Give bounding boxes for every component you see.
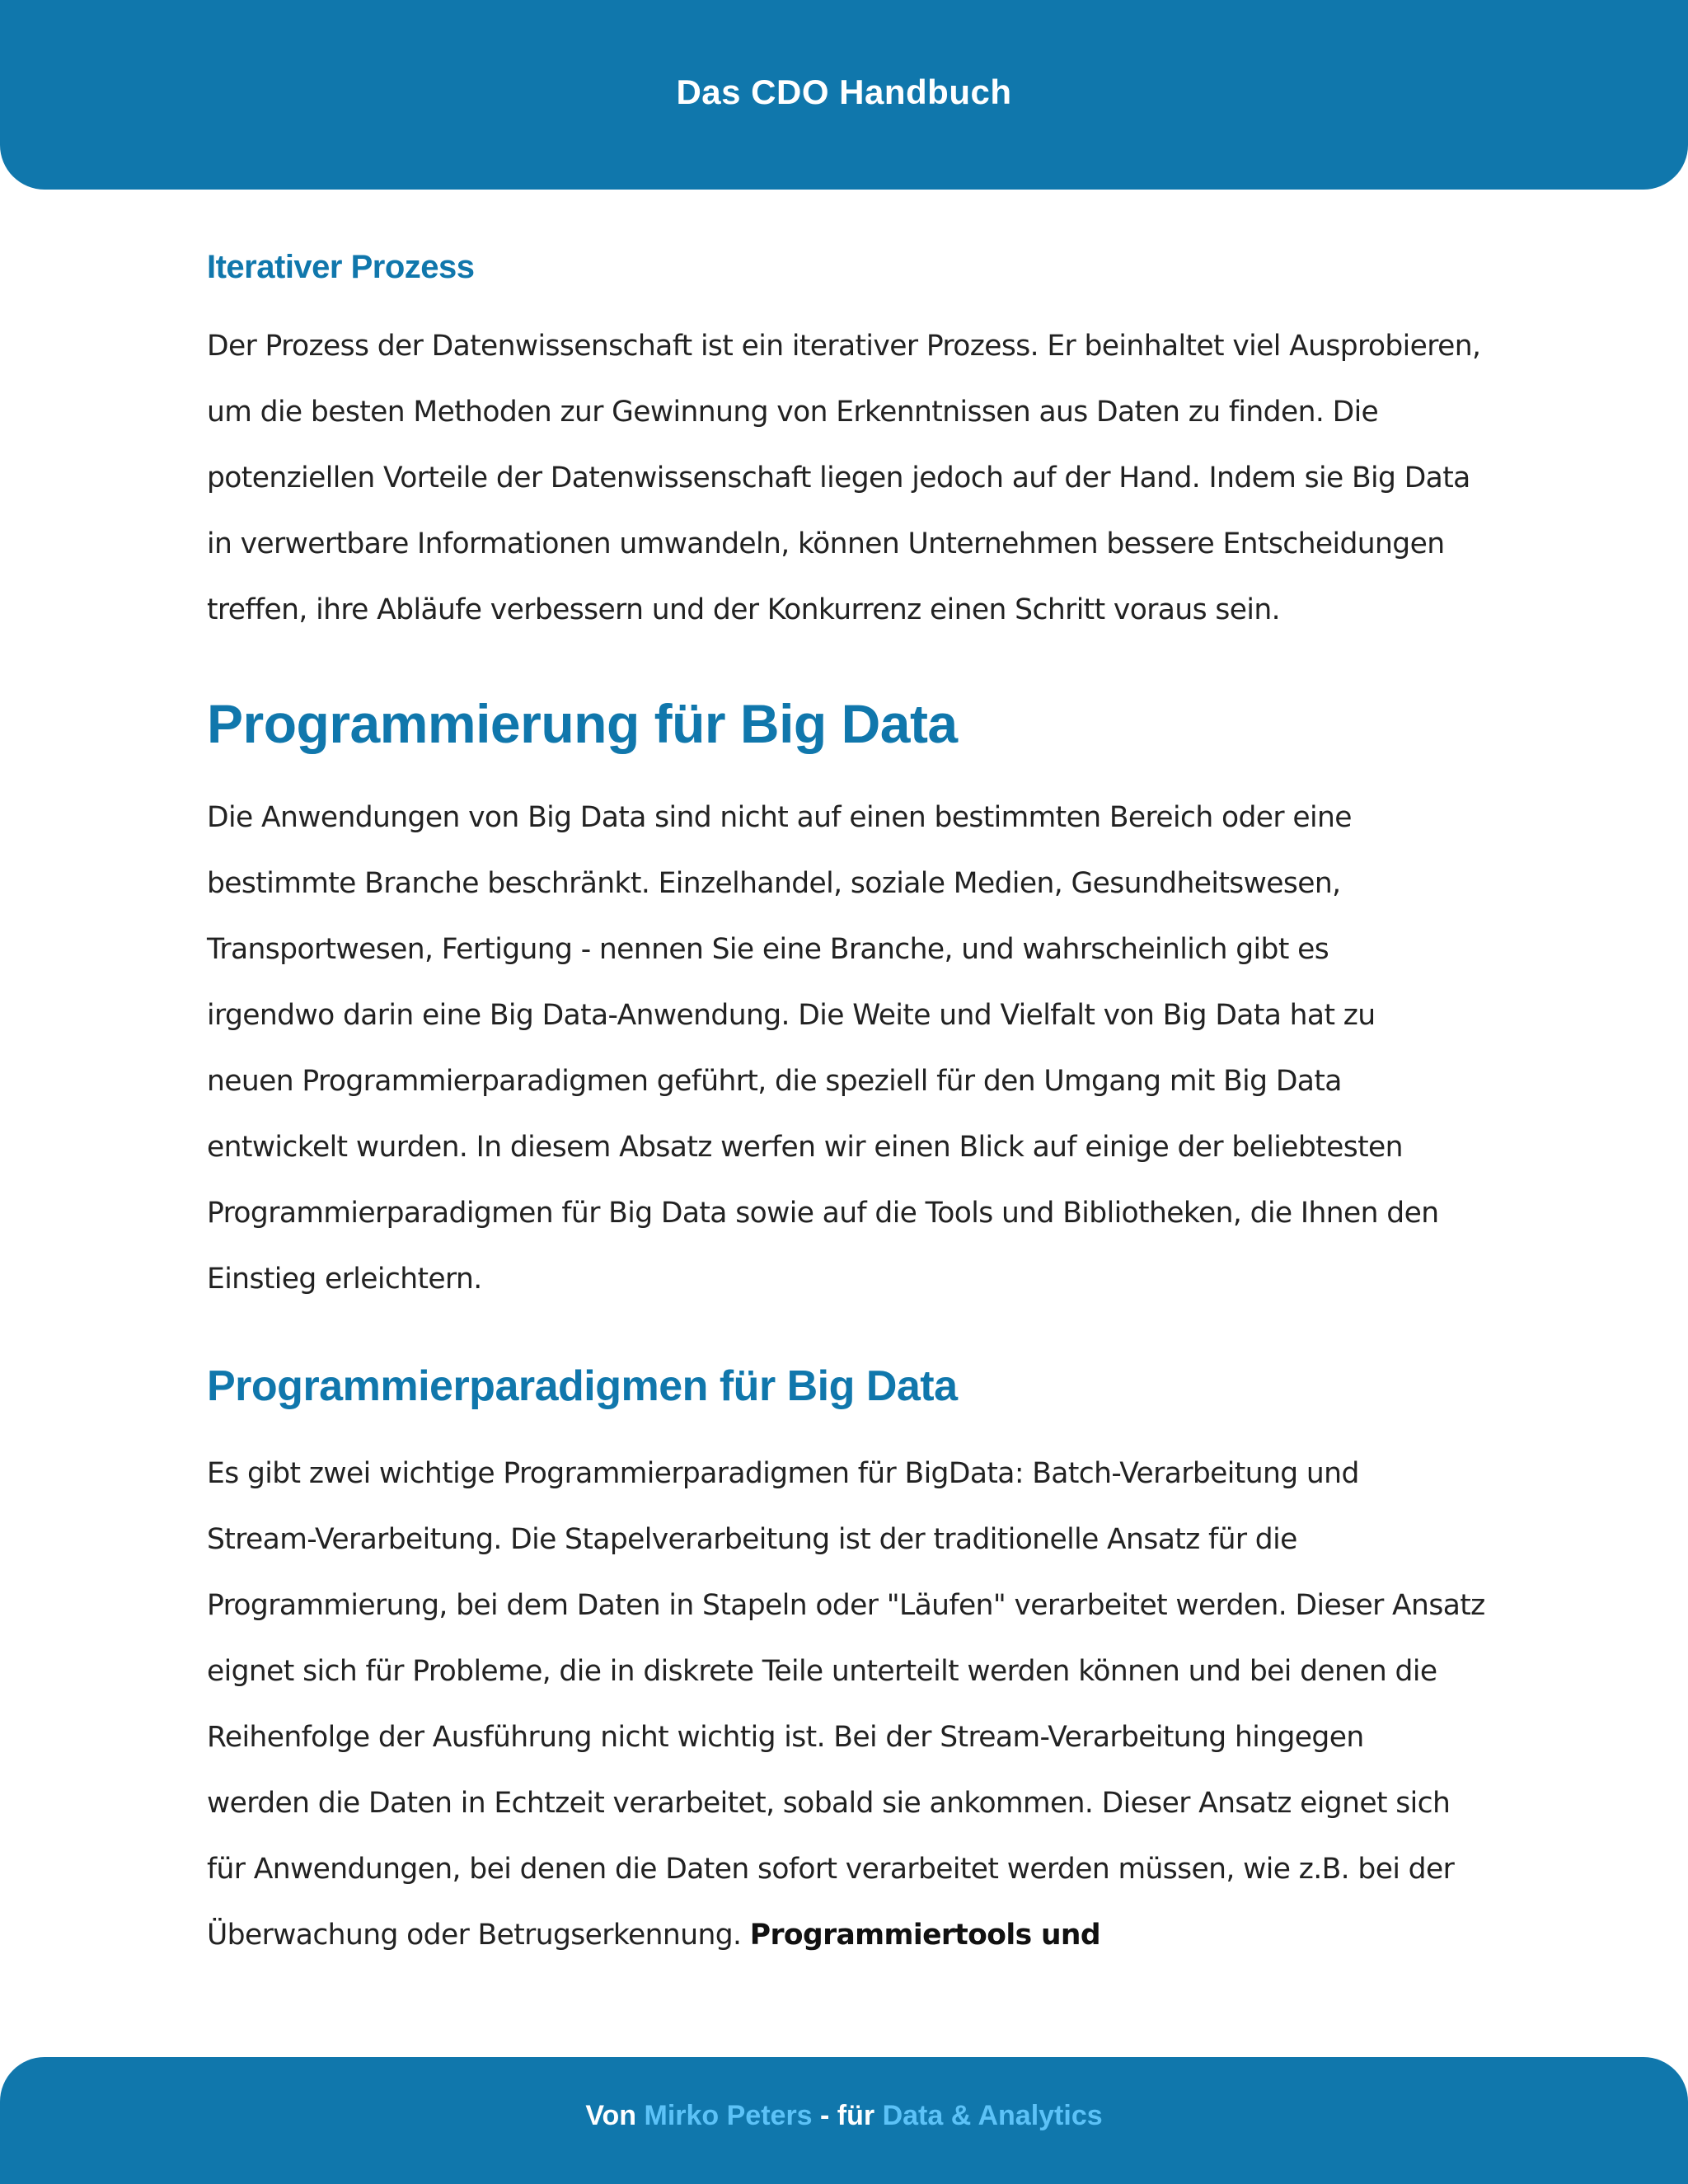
footer-prefix: Von (585, 2100, 645, 2131)
text-line: Programmierparadigmen für Big Data sowie auf die Tools und Bibliotheken, die Ihnen den (207, 1197, 1439, 1230)
footer-middle: - für (812, 2100, 883, 2131)
text-line: Programmierung, bei dem Daten in Stapeln oder "Läufen" verarbeitet werden. Dieser Ansatz (207, 1589, 1485, 1622)
inline-subheading: Programmiertools und (749, 1919, 1100, 1952)
topic-link[interactable]: Data & Analytics (882, 2100, 1103, 2131)
text-line: bestimmte Branche beschränkt. Einzelhandel, soziale Medien, Gesundheitswesen, (207, 867, 1341, 900)
text-line: irgendwo darin eine Big Data-Anwendung. Die Weite und Vielfalt von Big Data hat zu (207, 999, 1376, 1032)
text-line: Einstieg erleichtern. (207, 1263, 482, 1296)
text-line: Der Prozess der Datenwissenschaft ist ein iterativer Prozess. Er beinhaltet viel Ausprobieren, (207, 330, 1481, 363)
text-line: Es gibt zwei wichtige Programmierparadigmen für BigData: Batch-Verarbeitung und (207, 1457, 1359, 1490)
page-footer (0, 2057, 1688, 2184)
section-heading-iterativer-prozess: Iterativer Prozess (207, 249, 475, 285)
text-line: für Anwendungen, bei denen die Daten sofort verarbeitet werden müssen, wie z.B. bei der (207, 1853, 1455, 1886)
page-header (0, 0, 1688, 190)
footer-credit (0, 2100, 1688, 2132)
paragraph-programmierung (207, 785, 1493, 1312)
paragraph-paradigmen (207, 1441, 1493, 1968)
paragraph-iterativer-prozess (207, 313, 1493, 643)
header-title: Das CDO Handbuch (676, 73, 1012, 111)
text-fragment: Überwachung oder Betrugserkennung. (207, 1919, 750, 1952)
text-line: um die besten Methoden zur Gewinnung von Erkenntnissen aus Daten zu finden. Die (207, 396, 1379, 429)
text-line: eignet sich für Probleme, die in diskrete Teile unterteilt werden können und bei denen die (207, 1655, 1437, 1688)
text-line: Stream-Verarbeitung. Die Stapelverarbeitung ist der traditionelle Ansatz für die (207, 1523, 1297, 1556)
text-line: in verwertbare Informationen umwandeln, können Unternehmen bessere Entscheidungen (207, 527, 1445, 560)
section-heading-programmierung: Programmierung für Big Data (207, 693, 958, 754)
section-heading-paradigmen: Programmierparadigmen für Big Data (207, 1362, 958, 1410)
text-line: Reihenfolge der Ausführung nicht wichtig ist. Bei der Stream-Verarbeitung hingegen (207, 1721, 1364, 1754)
text-line: neuen Programmierparadigmen geführt, die speziell für den Umgang mit Big Data (207, 1065, 1342, 1098)
text-line: werden die Daten in Echtzeit verarbeitet, sobald sie ankommen. Dieser Ansatz eignet sich (207, 1787, 1451, 1820)
text-line-last (207, 1902, 1493, 1968)
text-line: potenziellen Vorteile der Datenwissenschaft liegen jedoch auf der Hand. Indem sie Big Data (207, 462, 1470, 494)
text-line: treffen, ihre Abläufe verbessern und der Konkurrenz einen Schritt voraus sein. (207, 593, 1280, 626)
text-line: entwickelt wurden. In diesem Absatz werfen wir einen Blick auf einige der beliebtesten (207, 1131, 1403, 1164)
text-line: Die Anwendungen von Big Data sind nicht auf einen bestimmten Bereich oder eine (207, 801, 1352, 834)
text-line: Transportwesen, Fertigung - nennen Sie eine Branche, und wahrscheinlich gibt es (207, 933, 1329, 966)
author-link[interactable]: Mirko Peters (644, 2100, 813, 2131)
